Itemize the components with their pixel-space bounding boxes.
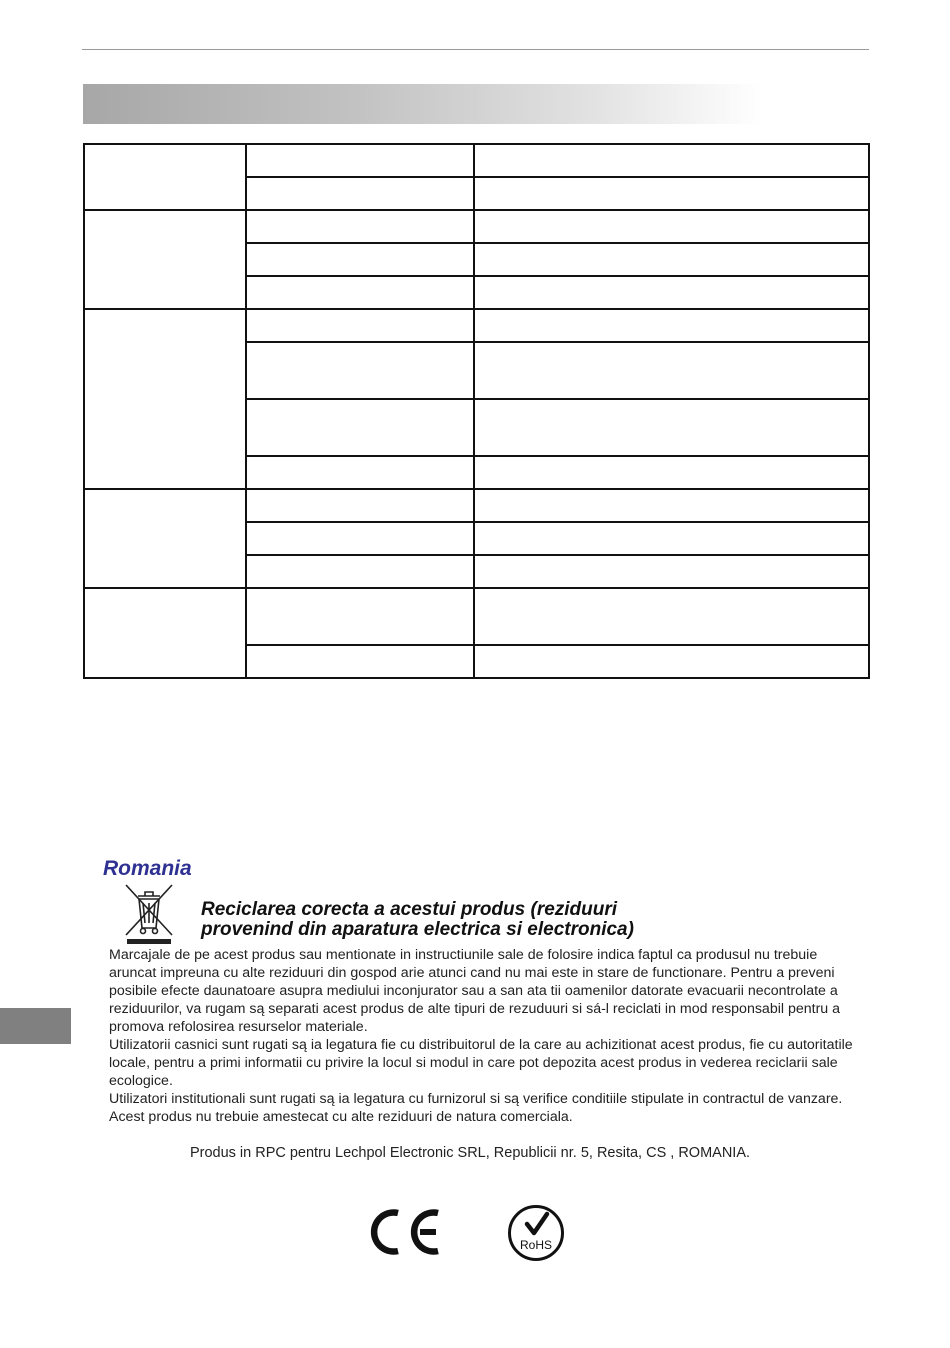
table-cell xyxy=(246,588,474,645)
table-cell xyxy=(246,399,474,456)
table-group-cell xyxy=(84,210,246,309)
table-group-cell xyxy=(84,144,246,210)
recycling-title-line-2: provenind din aparatura electrica si electronica) xyxy=(201,919,634,940)
paragraph-household-users: Utilizatorii casnici sunt rugati są ia legatura fie cu distribuitorul de la care au achizitionat acest produs, fie cu autoritatile locale, pentru a primi informatii cu privire la locul si modul in care pot depozita acest produs in vederea reciclarii sale ecologice. xyxy=(109,1037,853,1089)
table-cell xyxy=(246,243,474,276)
country-heading: Romania xyxy=(103,857,192,880)
section-header-bar xyxy=(83,84,763,124)
table-cell xyxy=(246,144,474,177)
table-cell xyxy=(474,489,869,522)
table-cell xyxy=(246,456,474,489)
table-group-cell xyxy=(84,309,246,489)
table-cell xyxy=(246,276,474,309)
table-cell xyxy=(474,456,869,489)
table-cell xyxy=(474,276,869,309)
table-cell xyxy=(246,210,474,243)
table-cell xyxy=(474,144,869,177)
recycling-title xyxy=(201,900,634,940)
rohs-check-icon xyxy=(507,1204,565,1262)
top-rule xyxy=(82,49,869,50)
table-cell xyxy=(246,522,474,555)
table-cell xyxy=(474,210,869,243)
producer-info: Produs in RPC pentru Lechpol Electronic SRL, Republicii nr. 5, Resita, CS , ROMANIA. xyxy=(189,1145,751,1161)
recycling-body xyxy=(109,946,854,1126)
table-group-cell xyxy=(84,489,246,588)
table-cell xyxy=(246,342,474,399)
recycling-title-line-1: Reciclarea corecta a acestui produs (reziduuri xyxy=(201,899,618,920)
table-cell xyxy=(246,555,474,588)
table-group-cell xyxy=(84,588,246,678)
table-cell xyxy=(474,522,869,555)
ce-mark-icon xyxy=(369,1206,443,1258)
table-cell xyxy=(246,645,474,678)
table-cell xyxy=(474,309,869,342)
table-cell xyxy=(474,243,869,276)
table-cell xyxy=(474,342,869,399)
paragraph-disposal: Marcajale de pe acest produs sau mentionate in instructiunile sale de folosire indica faptul ca produsul nu trebuie aruncat impreuna cu alte reziduuri din gospod arie atunci cand nu mai este in stare de functionare. Pentru a preveni posibile efecte daunatoare asupra mediului inconjurator sau a san ata tii oamenilor datorate evacuarii necontrolate a reziduurilor, va rugam są separati acest produs de alte tipuri de rezuduuri si sá-l reciclati in mod responsabil pentru a promova refolosirea resurselor materiale. xyxy=(109,947,841,1035)
table-cell xyxy=(246,309,474,342)
paragraph-institutional-users: Utilizatori institutionali sunt rugati są ia legatura cu furnizorul si są verifice conditiile stipulate in contractul de vanzare. Acest produs nu trebuie amestecat cu alte reziduuri de natura comerciala. xyxy=(109,1091,843,1125)
table-cell xyxy=(474,555,869,588)
spec-table xyxy=(83,143,870,679)
crossed-out-wheelie-bin-icon xyxy=(121,882,177,946)
rohs-label: RoHS xyxy=(519,1238,553,1252)
side-language-tab xyxy=(0,1008,71,1044)
table-cell xyxy=(246,177,474,210)
table-cell xyxy=(474,177,869,210)
table-cell xyxy=(474,588,869,645)
table-cell xyxy=(246,489,474,522)
table-cell xyxy=(474,645,869,678)
table-cell xyxy=(474,399,869,456)
